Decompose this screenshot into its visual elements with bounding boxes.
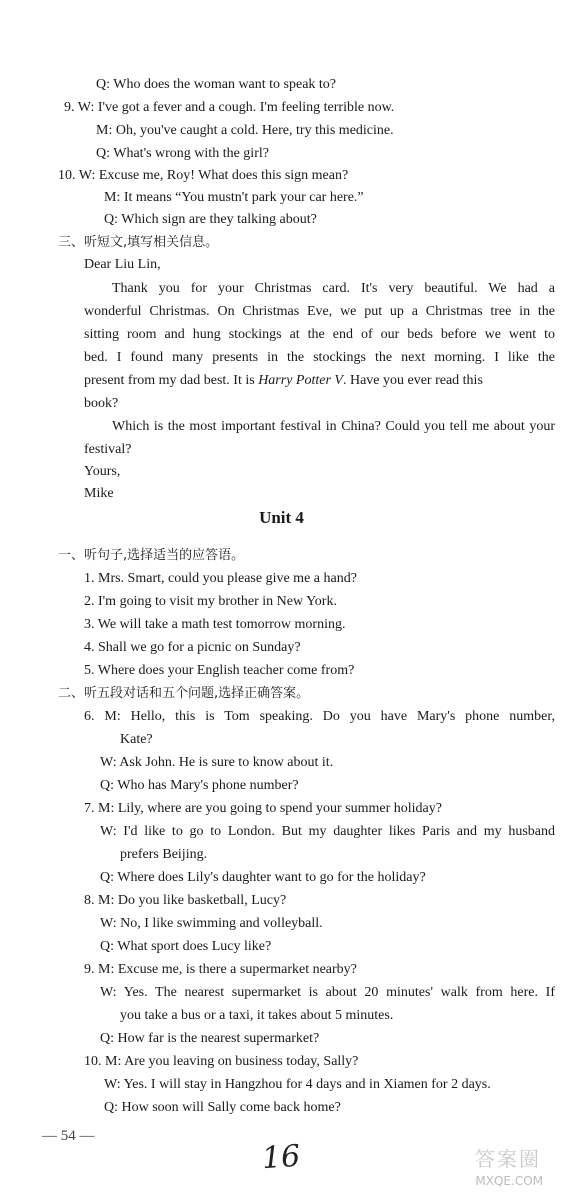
dialogue-line: 9. W: I've got a fever and a cough. I'm feeling terrible now.	[64, 100, 395, 115]
letter-text: . Have you ever read this	[342, 373, 483, 388]
unit-title: Unit 4	[259, 508, 304, 527]
letter-line: sitting room and hung stockings at the end of our beds before we went to	[84, 327, 555, 342]
section-heading: 二、听五段对话和五个问题,选择正确答案。	[58, 686, 310, 701]
letter-salutation: Dear Liu Lin,	[84, 257, 161, 272]
section-heading: 一、听句子,选择适当的应答语。	[58, 548, 245, 563]
question-item: 3. We will take a math test tomorrow morning.	[84, 617, 346, 632]
dialogue-line: Q: Who has Mary's phone number?	[100, 778, 299, 793]
section-heading: 三、听短文,填写相关信息。	[58, 235, 219, 250]
watermark-text: 答案圈	[475, 1147, 541, 1171]
letter-line: bed. I found many presents in the stockings the next morning. I like the	[84, 350, 555, 365]
dialogue-line: 8. M: Do you like basketball, Lucy?	[84, 893, 287, 908]
letter-text: present from my dad best. It is	[84, 373, 259, 388]
dialogue-line: W: I'd like to go to London. But my daughter likes Paris and my husband	[100, 824, 555, 839]
question-item: 5. Where does your English teacher come from?	[84, 663, 355, 678]
dialogue-line: M: Oh, you've caught a cold. Here, try this medicine.	[96, 123, 394, 138]
dialogue-line: Q: What's wrong with the girl?	[96, 146, 269, 161]
dialogue-line: Q: Who does the woman want to speak to?	[96, 77, 337, 92]
letter-line: festival?	[84, 442, 132, 457]
letter-closing: Yours,	[84, 464, 121, 479]
dialogue-line: Q: Where does Lily's daughter want to go for the holiday?	[100, 870, 426, 885]
dialogue-line: W: No, I like swimming and volleyball.	[100, 916, 323, 931]
dialogue-line: 7. M: Lily, where are you going to spend your summer holiday?	[84, 801, 442, 816]
question-item: 1. Mrs. Smart, could you please give me a hand?	[84, 571, 357, 586]
dialogue-line: prefers Beijing.	[120, 847, 208, 862]
question-item: 4. Shall we go for a picnic on Sunday?	[84, 640, 301, 655]
letter-line: Thank you for your Christmas card. It's very beautiful. We had a	[112, 281, 555, 296]
page-number: — 54 —	[42, 1128, 95, 1144]
watermark-logo	[405, 1142, 555, 1194]
dialogue-line: 10. M: Are you leaving on business today, Sally?	[84, 1054, 359, 1069]
handwritten-number: 16	[260, 1138, 302, 1177]
dialogue-line: M: It means “You mustn't park your car here.”	[104, 190, 364, 205]
dialogue-line: 10. W: Excuse me, Roy! What does this sign mean?	[58, 168, 349, 183]
dialogue-line: Q: Which sign are they talking about?	[104, 212, 317, 227]
letter-line	[84, 372, 555, 390]
watermark-url: MXQE.COM	[475, 1174, 543, 1188]
letter-signature: Mike	[84, 486, 114, 501]
dialogue-line: W: Ask John. He is sure to know about it.	[100, 755, 334, 770]
dialogue-line: W: Yes. I will stay in Hangzhou for 4 days and in Xiamen for 2 days.	[104, 1077, 491, 1092]
letter-line: Which is the most important festival in China? Could you tell me about your	[112, 419, 555, 434]
letter-line: book?	[84, 396, 119, 411]
letter-line: wonderful Christmas. On Christmas Eve, we put up a Christmas tree in the	[84, 304, 555, 319]
dialogue-line: 9. M: Excuse me, is there a supermarket nearby?	[84, 962, 357, 977]
dialogue-line: you take a bus or a taxi, it takes about 5 minutes.	[120, 1008, 394, 1023]
dialogue-line: 6. M: Hello, this is Tom speaking. Do you have Mary's phone number,	[84, 709, 555, 724]
question-item: 2. I'm going to visit my brother in New York.	[84, 594, 337, 609]
dialogue-line: Kate?	[120, 732, 153, 747]
dialogue-line: Q: How soon will Sally come back home?	[104, 1100, 341, 1115]
dialogue-line: Q: How far is the nearest supermarket?	[100, 1031, 320, 1046]
dialogue-line: Q: What sport does Lucy like?	[100, 939, 272, 954]
book-title: Harry Potter V	[258, 373, 343, 388]
dialogue-line: W: Yes. The nearest supermarket is about 20 minutes' walk from here. If	[100, 985, 555, 1000]
